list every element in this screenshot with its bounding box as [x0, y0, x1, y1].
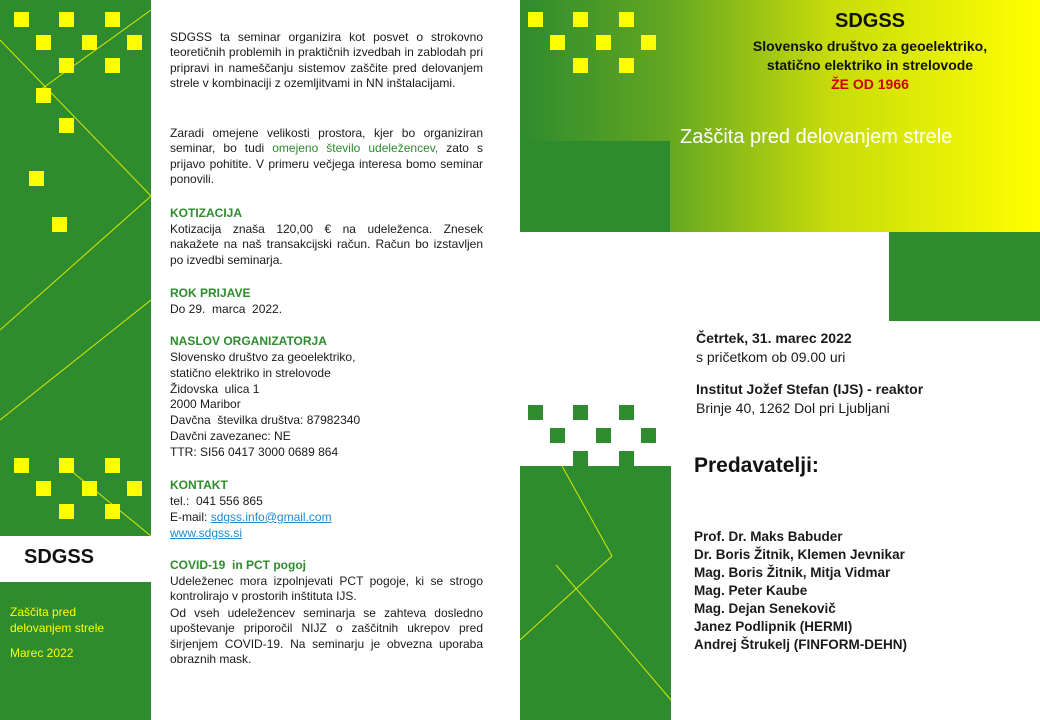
address-heading: NASLOV ORGANIZATORJA: [170, 334, 327, 348]
event-address: Brinje 40, 1262 Dol pri Ljubljani: [696, 400, 890, 416]
lecturer-list: [694, 528, 907, 654]
lecturer-name: Janez Podlipnik (HERMI): [694, 619, 853, 634]
intro-paragraph: SDGSS ta seminar organizira kot posvet o strokovno teoretičnih problemih in praktičnih izvedbah in zablodah pri pripravi in nameščanju sistemov zaščite pred delovanjem strele v kombinaciji z ozemljitvami in NN inštalacijami.: [170, 30, 483, 90]
cover-org-short: SDGSS: [834, 10, 906, 32]
left-date: Marec 2022: [10, 646, 74, 660]
fee-heading: KOTIZACIJA: [170, 206, 242, 220]
deadline-text: Do 29. marca 2022.: [170, 302, 283, 316]
cover-since: ŽE OD 1966: [831, 76, 909, 92]
limit-post: zato s prijavo pohitite. V primeru večjega interesa bomo seminar ponovili.: [170, 141, 483, 186]
event-venue: Institut Jožef Stefan (IJS) - reaktor: [696, 381, 924, 397]
contact-heading: KONTAKT: [170, 478, 228, 492]
address-line: TTR: SI56 0417 3000 0689 864: [170, 444, 339, 459]
covid-text1: Udeleženec mora izpolnjevati PCT pogoje, ki se strogo kontrolirajo v prostorih inštituta IJS.: [170, 574, 483, 604]
left-subtitle-line2: delovanjem strele: [10, 621, 105, 635]
address-line: Slovensko društvo za geoelektriko,: [170, 350, 356, 364]
contact-website-link[interactable]: www.sdgss.si: [170, 525, 243, 540]
contact-email-link[interactable]: sdgss.info@gmail.com: [210, 509, 332, 524]
lecturer-name: Mag. Dejan Senekovič: [694, 601, 836, 616]
lecturer-name: Dr. Boris Žitnik, Klemen Jevnikar: [694, 547, 905, 562]
address-line: Davčna številka društva: 87982340: [170, 413, 361, 428]
covid-text2: Od vseh udeležencev seminarja se zahteva dosledno upoštevanje priporočil NIJZ o zaščitnih ukrepov pred širjenjem COVID-19. Na seminarju je obvezna uporaba obraznih mask.: [170, 606, 483, 666]
deadline-heading: ROK PRIJAVE: [170, 286, 251, 300]
event-time: s pričetkom ob 09.00 uri: [696, 349, 846, 365]
address-line: Židovska ulica 1: [170, 381, 260, 396]
address-line: 2000 Maribor: [170, 397, 241, 412]
covid-heading: COVID-19 in PCT pogoj: [170, 558, 307, 572]
lecturer-name: Mag. Boris Žitnik, Mitja Vidmar: [694, 565, 891, 580]
address-line: statično elektriko in strelovode: [170, 365, 331, 380]
cover-org-name-line1: Slovensko društvo za geoelektriko,: [752, 38, 988, 54]
lecturer-name: Mag. Peter Kaube: [694, 583, 808, 598]
fee-text: Kotizacija znaša 120,00 € na udeleženca. Znesek nakažete na naš transakcijski račun. Račun bo izstavljen po izvedbi seminarja.: [170, 222, 483, 267]
lecturer-name: Andrej Štrukelj (FINFORM-DEHN): [694, 637, 908, 652]
cover-title: Zaščita pred delovanjem strele: [680, 126, 953, 148]
left-org-short: SDGSS: [24, 546, 95, 568]
contact-email-label: E-mail:: [170, 509, 208, 524]
event-date: Četrtek, 31. marec 2022: [696, 330, 852, 346]
lecturers-heading: Predavatelji:: [694, 454, 819, 477]
limit-highlight: omejeno število udeležencev,: [272, 141, 439, 156]
cover-org-name-line2: statično elektriko in strelovode: [766, 57, 974, 73]
lecturer-name: Prof. Dr. Maks Babuder: [694, 529, 843, 544]
contact-phone: tel.: 041 556 865: [170, 494, 263, 508]
limit-pre: Zaradi omejene velikosti prostora, kjer bo organiziran seminar, bo tudi: [170, 126, 483, 156]
address-line: Davčni zavezanec: NE: [170, 428, 291, 443]
left-subtitle-line1: Zaščita pred: [10, 605, 77, 619]
